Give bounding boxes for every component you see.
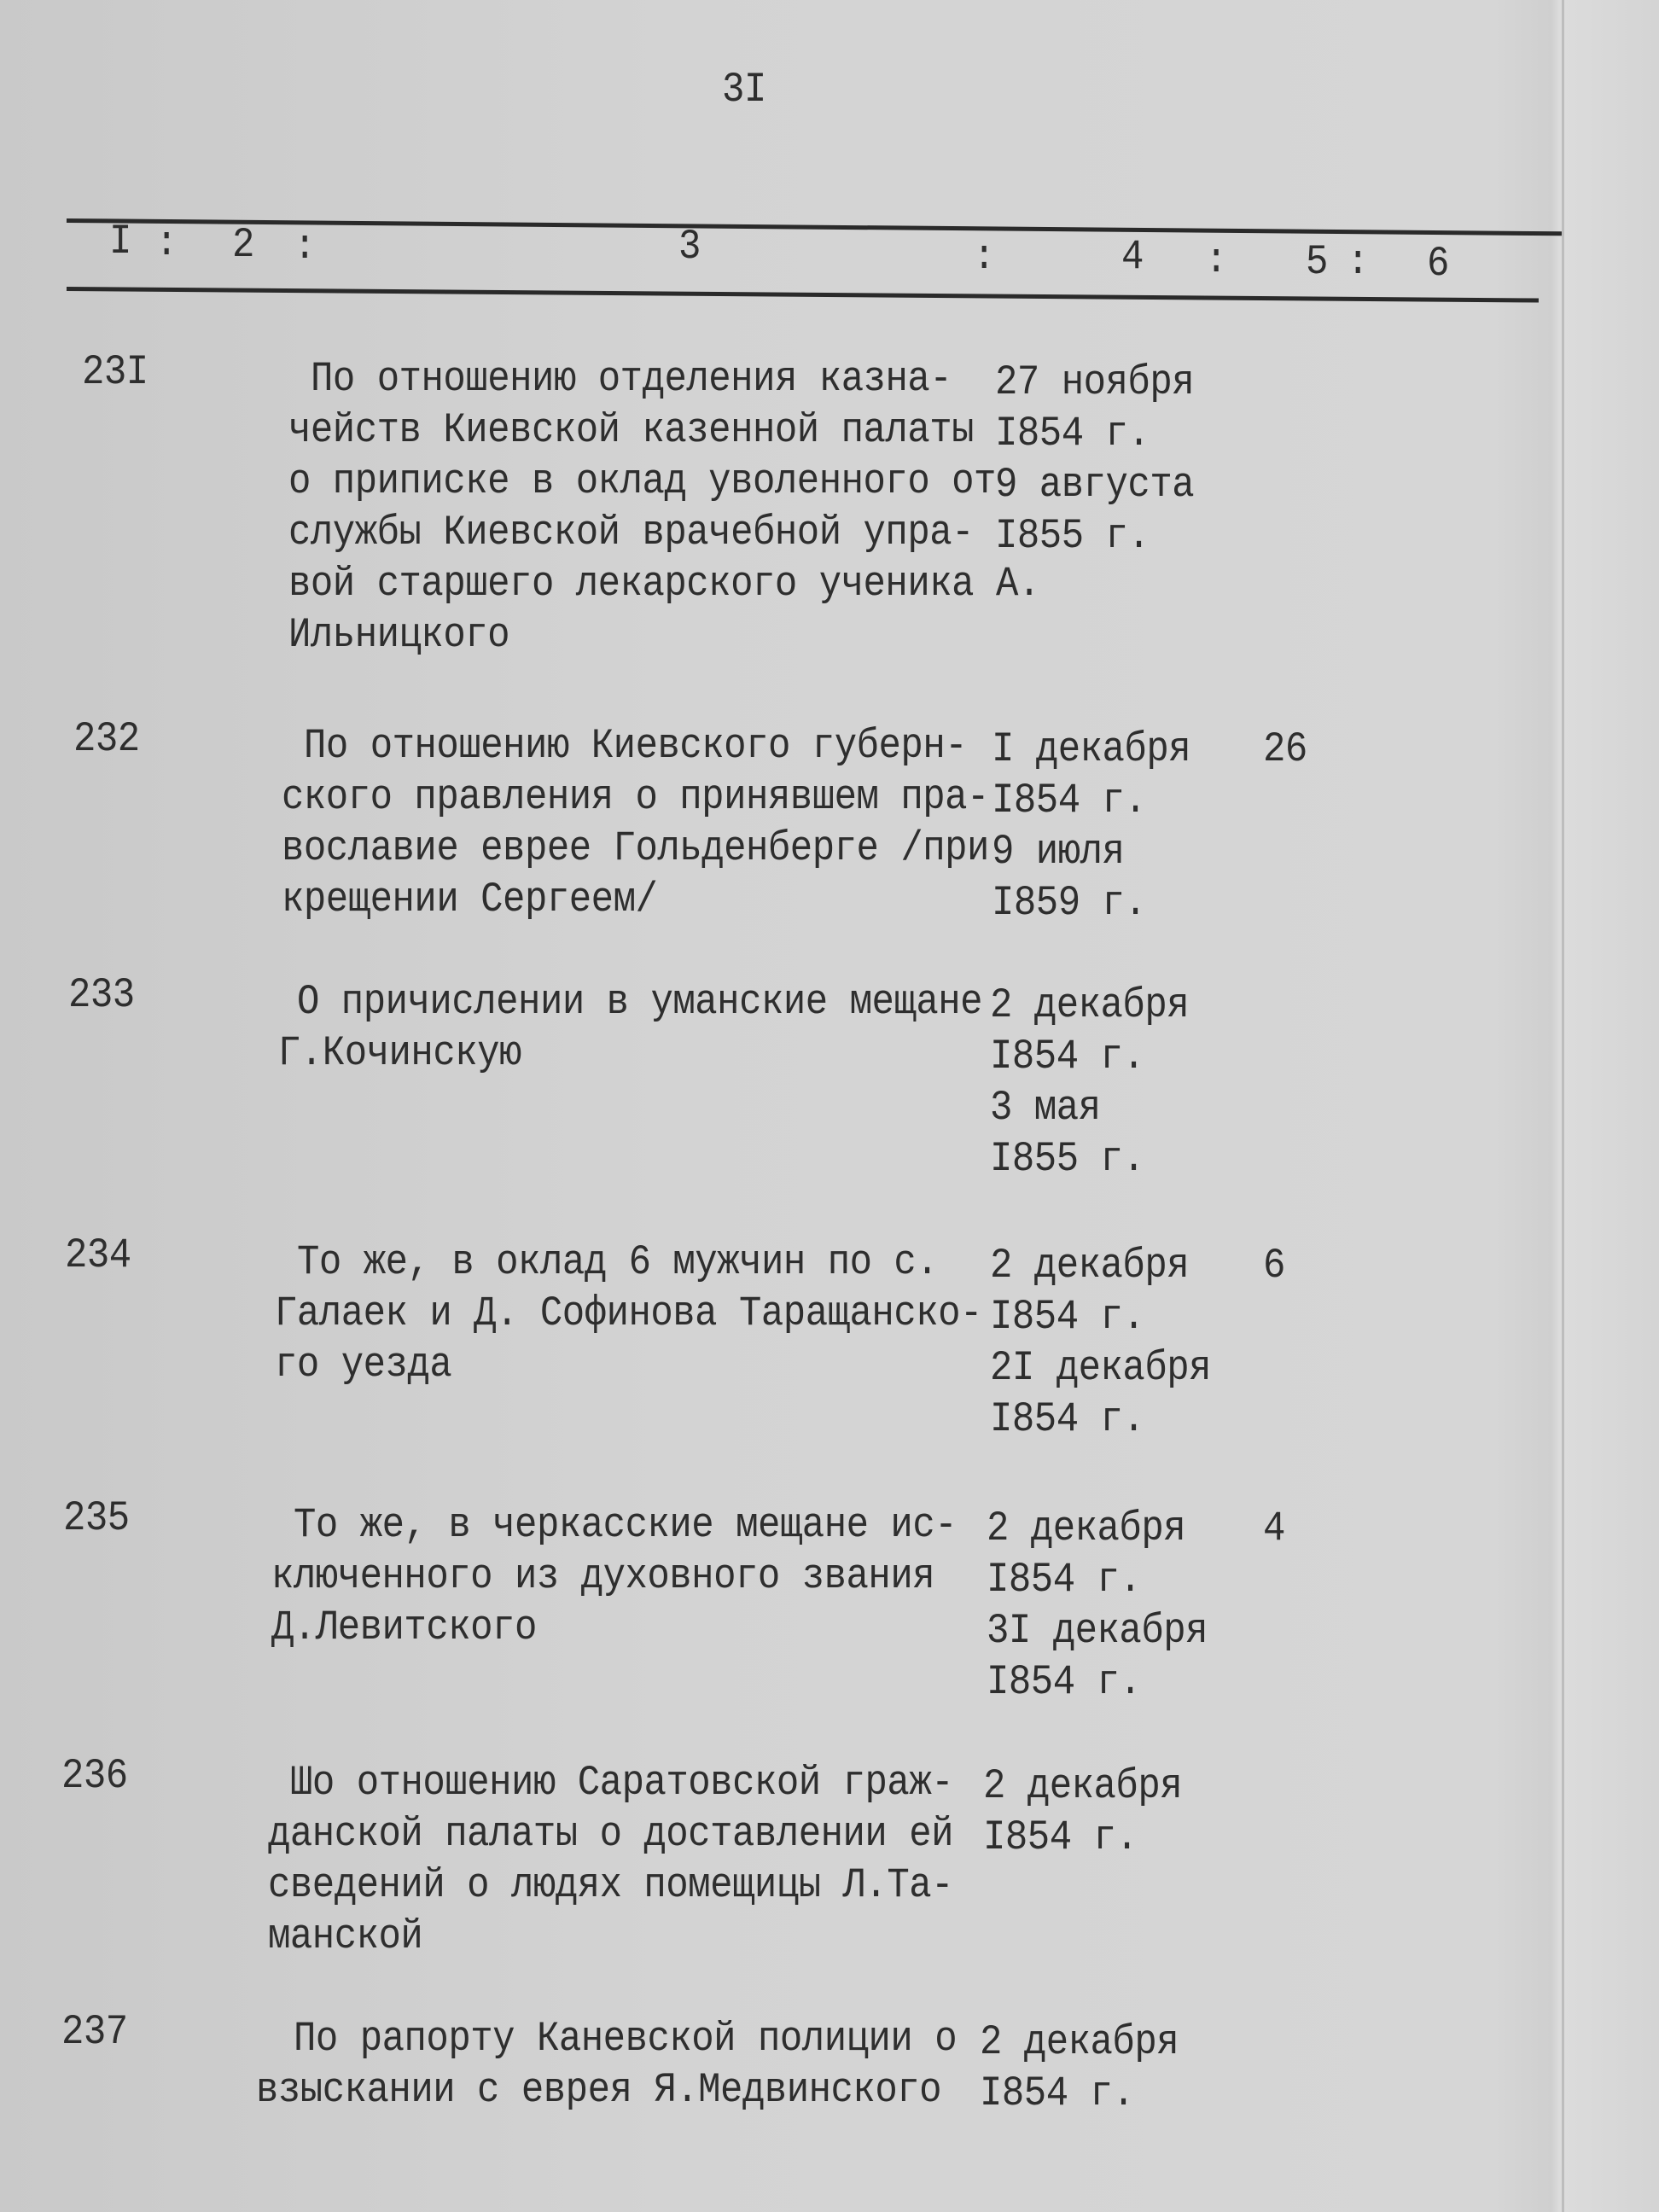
sheet-count: 6	[1263, 1242, 1285, 1290]
date-line: 2I декабря	[990, 1344, 1212, 1393]
date-line: 2 декабря	[990, 1242, 1190, 1290]
row-number: 234	[65, 1231, 131, 1280]
date-line: 3I декабря	[987, 1607, 1208, 1656]
date-line: I854 г.	[983, 1813, 1138, 1862]
col-separator: :	[155, 219, 178, 268]
page-edge-shadow	[1562, 0, 1564, 2212]
sheet-count: 26	[1263, 725, 1307, 774]
description-line: манской	[268, 1912, 423, 1961]
description-line: сведений о людях помещицы Л.Та-	[268, 1861, 954, 1910]
row-number: 236	[61, 1752, 128, 1801]
description-line: данской палаты о доставлении ей	[268, 1810, 954, 1859]
col-header-4: 4	[1121, 233, 1144, 282]
description-line: Ильницкого	[288, 611, 510, 660]
description-line: О причислении в уманские мещане	[297, 978, 983, 1027]
row-number: 233	[68, 971, 135, 1020]
description-line: Г.Кочинскую	[278, 1029, 521, 1078]
description-line: Шо отношению Саратовской граж-	[290, 1759, 954, 1807]
col-separator: :	[294, 223, 316, 271]
header-top-rule	[67, 218, 1562, 236]
date-line: I854 г.	[990, 1395, 1145, 1444]
description-line: То же, в черкасские мещане ис-	[294, 1501, 958, 1550]
date-line: I854 г.	[987, 1556, 1142, 1604]
date-line: I859 г.	[992, 879, 1147, 928]
page-number: 3I	[722, 66, 766, 114]
date-line: 9 августа	[995, 461, 1195, 509]
date-line: 27 ноября	[995, 358, 1195, 407]
row-number: 237	[61, 2008, 128, 2057]
description-line: По отношению отделения казна-	[311, 355, 952, 404]
date-line: I854 г.	[990, 1033, 1145, 1081]
description-line: вой старшего лекарского ученика А.	[288, 560, 1040, 608]
col-header-6: 6	[1427, 240, 1449, 288]
sheet-count: 4	[1263, 1505, 1285, 1553]
description-line: По рапорту Каневской полиции о	[294, 2015, 958, 2064]
row-number: 235	[63, 1494, 130, 1543]
description-line: службы Киевской врачебной упра-	[288, 509, 975, 557]
description-line: взыскании с еврея Я.Медвинского	[256, 2066, 942, 2115]
description-line: ключенного из духовного звания	[271, 1552, 935, 1601]
date-line: I854 г.	[987, 1658, 1142, 1707]
date-line: I854 г.	[992, 777, 1147, 825]
description-line: Д.Левитского	[271, 1604, 537, 1652]
description-line: го уезда	[275, 1341, 452, 1389]
col-header-1: I	[109, 218, 131, 266]
col-separator: :	[973, 233, 995, 282]
description-line: крещении Сергеем/	[282, 876, 658, 924]
date-line: I854 г.	[990, 1293, 1145, 1342]
description-line: чейств Киевской казенной палаты	[288, 406, 975, 455]
date-line: 2 декабря	[990, 981, 1190, 1030]
row-number: 23I	[82, 348, 148, 397]
col-header-2: 2	[232, 221, 254, 270]
description-line: о приписке в оклад уволенного от	[288, 457, 996, 506]
description-line: То же, в оклад 6 мужчин по с.	[297, 1238, 939, 1287]
date-line: I854 г.	[995, 410, 1150, 458]
description-line: ского правления о принявшем пра-	[282, 773, 989, 822]
date-line: 9 июля	[992, 828, 1125, 876]
description-line: вославие еврее Гольденберге /при	[282, 824, 989, 873]
col-separator: :	[1347, 238, 1369, 287]
col-separator: :	[1205, 236, 1227, 285]
date-line: I854 г.	[980, 2069, 1135, 2118]
date-line: 3 мая	[990, 1084, 1101, 1132]
date-line: 2 декабря	[987, 1505, 1186, 1553]
date-line: I декабря	[992, 725, 1191, 774]
description-line: Галаек и Д. Софинова Таращанско-	[275, 1289, 982, 1338]
date-line: 2 декабря	[980, 2018, 1179, 2067]
description-line: По отношению Киевского губерн-	[304, 722, 968, 771]
date-line: I855 г.	[995, 512, 1150, 561]
col-header-5: 5	[1306, 238, 1328, 287]
row-number: 232	[73, 715, 140, 764]
date-line: 2 декабря	[983, 1762, 1183, 1811]
date-line: I855 г.	[990, 1135, 1145, 1184]
col-header-3: 3	[678, 223, 701, 271]
